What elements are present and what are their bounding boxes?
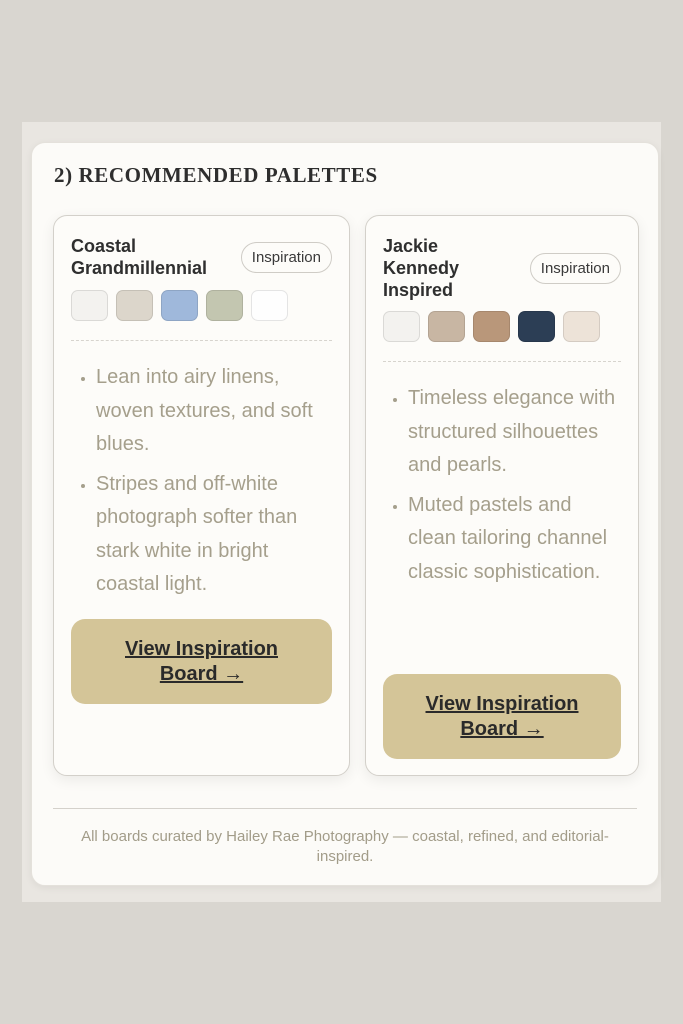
color-swatches [383, 311, 600, 342]
section-title: 2) RECOMMENDED PALETTES [54, 163, 378, 187]
color-swatch [206, 290, 243, 321]
recommended-palettes-panel [31, 142, 659, 886]
palette-card-coastal-grandmillennial [53, 215, 350, 776]
color-swatch [473, 311, 510, 342]
palette-name: Jackie Kennedy Inspired [383, 236, 460, 300]
card-header [71, 235, 332, 279]
dashed-divider [383, 361, 621, 362]
color-swatches [71, 290, 288, 321]
color-swatch [161, 290, 198, 321]
color-swatch [71, 290, 108, 321]
footer-note: All boards curated by Hailey Rae Photography — coastal, refined, and editorial-inspired. [81, 828, 609, 865]
color-swatch [383, 311, 420, 342]
footer-divider [53, 808, 637, 809]
palette-name: Coastal Grandmillennial [71, 236, 208, 278]
color-swatch [563, 311, 600, 342]
palette-notes [74, 361, 335, 608]
card-header [383, 235, 621, 301]
color-swatch [518, 311, 555, 342]
palette-note: • Lean into airy linens, woven textures, and soft blues. [96, 361, 335, 462]
color-swatch [116, 290, 153, 321]
palette-notes [386, 382, 624, 595]
palette-note: • Stripes and off-white photograph softer than stark white in bright coastal light. [96, 468, 335, 602]
inspiration-badge: Inspiration [530, 253, 621, 284]
palette-card-jackie-kennedy-inspired [365, 215, 639, 776]
palette-note: • Muted pastels and clean tailoring channel classic sophistication. [408, 489, 624, 590]
palette-note: • Timeless elegance with structured silhouettes and pearls. [408, 382, 624, 483]
dashed-divider [71, 340, 332, 341]
inspiration-badge: Inspiration [241, 242, 332, 273]
view-inspiration-board-button[interactable]: View Inspiration Board → [383, 674, 621, 759]
view-inspiration-board-button[interactable]: View Inspiration Board → [71, 619, 332, 704]
color-swatch [428, 311, 465, 342]
color-swatch [251, 290, 288, 321]
